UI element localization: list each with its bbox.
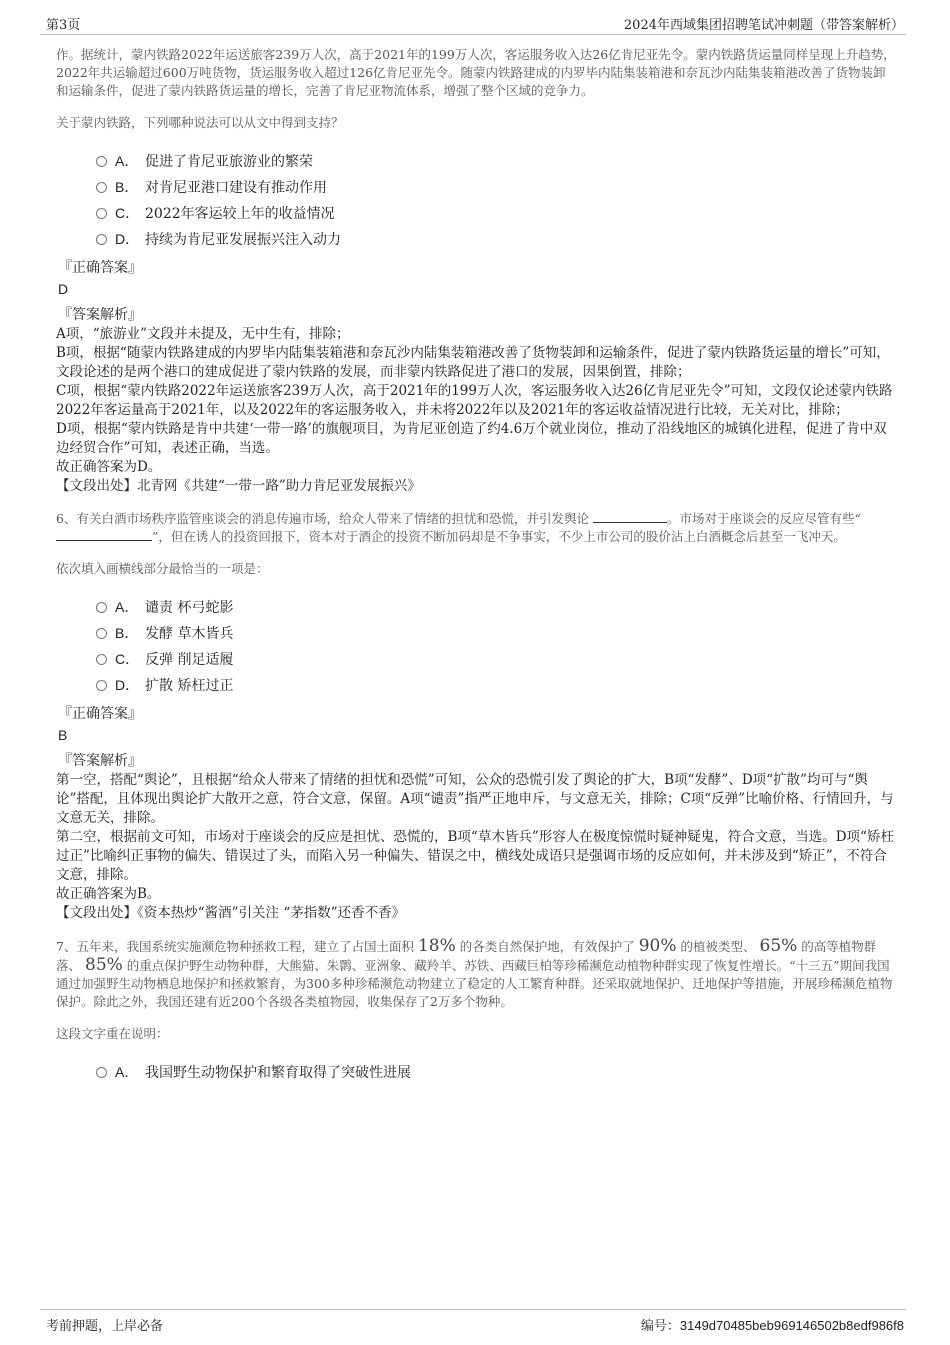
q7-percent-3: 65% <box>759 936 798 956</box>
q6-option-a[interactable]: A． 谴责 杯弓蛇影 <box>96 594 896 620</box>
q5-option-b[interactable]: B． 对肯尼亚港口建设有推动作用 <box>96 174 896 200</box>
radio-icon[interactable] <box>96 156 107 167</box>
document-code: 编号：3149d70485beb969146502b8edf986f8 <box>640 1318 904 1333</box>
document-body <box>56 46 896 1085</box>
q5-question: 关于蒙内铁路，下列哪种说法可以从文中得到支持？ <box>56 115 344 130</box>
q5-answer-label: 『正确答案』 <box>58 260 142 276</box>
radio-icon[interactable] <box>96 602 107 613</box>
q5-conclusion: 故正确答案为D。 <box>56 459 162 475</box>
q6-options <box>96 594 896 698</box>
radio-icon[interactable] <box>96 654 107 665</box>
document-title: 2024年西域集团招聘笔试冲刺题（带答案解析） <box>623 18 904 33</box>
q5-analysis-a: A项，“旅游业”文段并未提及，无中生有，排除； <box>56 326 350 342</box>
radio-icon[interactable] <box>96 182 107 193</box>
q6-analysis-blank-1: 第一空，搭配“舆论”，且根据“给众人带来了情绪的担忧和恐慌”可知，公众的恐慌引发了舆论的扩大，B项“发酵”、D项“扩散”均可与“舆论”搭配，且体现出舆论扩大散开之意，符合文意，保留。A项“谴责”指严正地申斥，与文意无关，排除；C项“反弹”比喻价格、行情回升，与文意无关，排除。 <box>56 772 894 826</box>
q5-source: 【文段出处】北青网《共建“一带一路”助力肯尼亚发展振兴》 <box>56 478 421 494</box>
q5-analysis-d: D项，根据“蒙内铁路是肯中共建‘一带一路’的旗舰项目，为肯尼亚创造了约4.6万个就业岗位，推动了沿线地区的城镇化进程，促进了肯中双边经贸合作”可知，表述正确，当选。 <box>56 421 887 456</box>
q7-question: 这段文字重在说明： <box>56 1026 169 1041</box>
q5-passage: 作。据统计，蒙内铁路2022年运送旅客239万人次，高于2021年的199万人次，客运服务收入达26亿肯尼亚先令。蒙内铁路货运量同样呈现上升趋势，2022年共运输超过600万吨货物，货运服务收入超过126亿肯尼亚先令。随蒙内铁路建成的内罗毕内陆集装箱港和奈瓦沙内陆集装箱港改善了货物装卸和运输条件，促进了蒙内铁路货运量的增长，完善了肯尼亚物流体系，增强了整个区域的竞争力。 <box>56 47 896 98</box>
q5-analysis-c: C项，根据“蒙内铁路2022年运送旅客239万人次，高于2021年的199万人次，客运服务收入达26亿肯尼亚先令”可知，文段仅论述蒙内铁路2022年客运量高于2021年，以及2022年的客运服务收入，并未将2022年以及2021年的客运收益情况进行比较，无关对比，排除； <box>56 383 893 418</box>
q7-option-a[interactable]: A． 我国野生动物保护和繁育取得了突破性进展 <box>96 1059 896 1085</box>
radio-icon[interactable] <box>96 208 107 219</box>
q5-options <box>96 148 896 252</box>
q6-option-b[interactable]: B． 发酵 草木皆兵 <box>96 620 896 646</box>
q7-percent-1: 18% <box>417 936 456 956</box>
q6-option-c[interactable]: C． 反弹 削足适履 <box>96 646 896 672</box>
q7-percent-4: 85% <box>85 955 123 975</box>
q6-blank-2 <box>56 540 152 541</box>
page-number: 第3页 <box>46 18 81 33</box>
q6-question: 依次填入画横线部分最恰当的一项是： <box>56 561 269 576</box>
q5-analysis-b: B项，根据“随蒙内铁路建成的内罗毕内陆集装箱港和奈瓦沙内陆集装箱港改善了货物装卸和运输条件，促进了蒙内铁路货运量的增长”可知，文段论述的是两个港口的建成促进了蒙内铁路的发展，而非蒙内铁路促进了港口的发展，因果倒置，排除； <box>56 345 890 380</box>
q6-stem: 6、有关白酒市场秩序监管座谈会的消息传遍市场，给众人带来了情绪的担忧和恐慌，并引发舆论 。市场对于座谈会的反应尽管有些“ ”，但在诱人的投资回报下，资本对于酒企的投资不断加码却是不争事实，不少上市公司的股价沾上白酒概念后甚至一飞冲天。 <box>56 511 861 544</box>
q5-option-d[interactable]: D． 持续为肯尼亚发展振兴注入动力 <box>96 226 896 252</box>
footer-slogan: 考前押题，上岸必备 <box>46 1319 164 1334</box>
radio-icon[interactable] <box>96 680 107 691</box>
radio-icon[interactable] <box>96 628 107 639</box>
q6-answer-label: 『正确答案』 <box>58 706 142 722</box>
q6-conclusion: 故正确答案为B。 <box>56 886 161 902</box>
q5-option-c[interactable]: C． 2022年客运较上年的收益情况 <box>96 200 896 226</box>
radio-icon[interactable] <box>96 1067 107 1078</box>
page-header <box>40 10 906 35</box>
q6-analysis-blank-2: 第二空，根据前文可知，市场对于座谈会的反应是担忧、恐慌的，B项“草木皆兵”形容人在极度惊慌时疑神疑鬼，符合文意，当选。D项“矫枉过正”比喻纠正事物的偏失、错误过了头，而陷入另一种偏失、错误之中，横线处成语只是强调市场的反应如何，并未涉及到“矫正”，不符合文意，排除。 <box>56 829 894 883</box>
q7-stem: 7、五年来，我国系统实施濒危物种拯救工程，建立了占国土面积 18% 的各类自然保护地，有效保护了 90% 的植被类型、 65% 的高等植物群落、 85% 的重点保护野生动物种群，大熊猫、朱鹮、亚洲象、藏羚羊、苏铁、西藏巨柏等珍稀濒危动植物种群实现了恢复性增长。“十三五”期间我国通过加强野生动物栖息地保护和拯救繁育，为300多种珍稀濒危动物建立了稳定的人工繁育种群。还采取就地保护、迁地保护等措施，开展珍稀濒危植物保护。除此之外，我国还建有近200个各级各类植物园，收集保存了2万多个物种。 <box>56 936 893 1009</box>
q5-answer: D <box>58 281 69 297</box>
q6-option-d[interactable]: D． 扩散 矫枉过正 <box>96 672 896 698</box>
page-footer <box>40 1309 906 1338</box>
q5-option-a[interactable]: A． 促进了肯尼亚旅游业的繁荣 <box>96 148 896 174</box>
q6-analysis-label: 『答案解析』 <box>58 753 142 769</box>
radio-icon[interactable] <box>96 234 107 245</box>
q6-source: 【文段出处】《资本热炒“酱酒”引关注 “茅指数”还香不香》 <box>56 905 406 921</box>
q6-answer: B <box>58 727 68 743</box>
q6-blank-1 <box>593 522 667 523</box>
q5-analysis-label: 『答案解析』 <box>58 307 142 323</box>
q7-percent-2: 90% <box>638 936 677 956</box>
q7-options <box>96 1059 896 1085</box>
